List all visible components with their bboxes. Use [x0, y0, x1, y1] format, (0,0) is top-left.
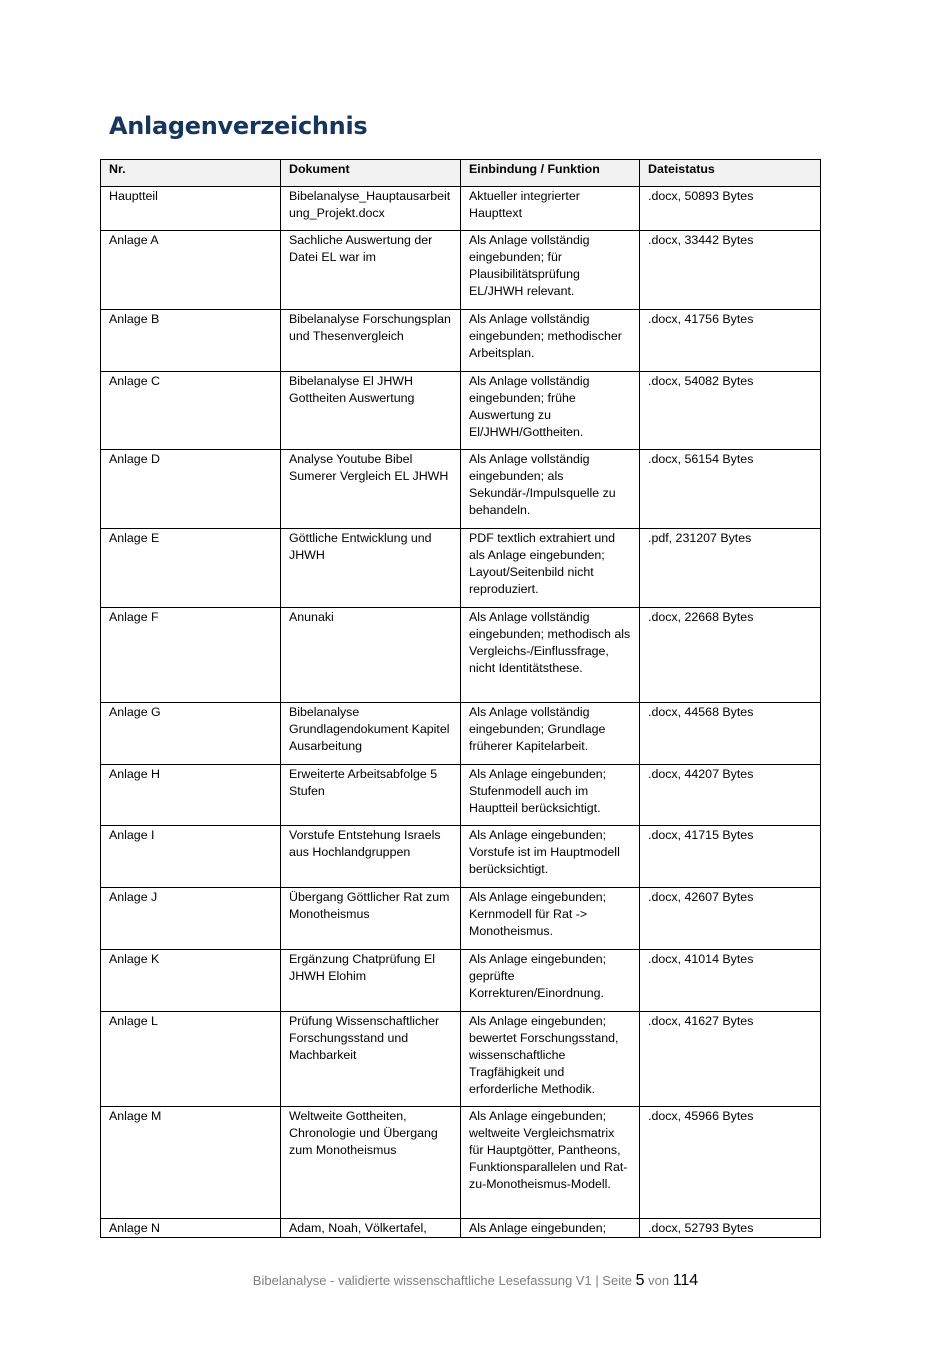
cell-einbindung: Als Anlage vollständig eingebunden; frühe Auswertung zu El/JHWH/Gottheiten. — [461, 372, 640, 450]
cell-dateistatus: .docx, 54082 Bytes — [640, 372, 821, 450]
page-footer — [0, 1272, 951, 1290]
cell-nr: Anlage C — [101, 372, 281, 450]
cell-dokument: Bibelanalyse El JHWH Gottheiten Auswertung — [281, 372, 461, 450]
column-header-einbindung: Einbindung / Funktion — [461, 160, 640, 187]
cell-dokument: Bibelanalyse Forschungsplan und Thesenvergleich — [281, 310, 461, 372]
footer-page-number: 5 — [635, 1272, 645, 1289]
cell-dokument: Bibelanalyse_Hauptausarbeitung_Projekt.docx — [281, 187, 461, 231]
cell-nr: Anlage L — [101, 1012, 281, 1107]
cell-dateistatus: .docx, 56154 Bytes — [640, 450, 821, 529]
table-row — [101, 450, 821, 529]
cell-dokument: Analyse Youtube Bibel Sumerer Vergleich EL JHWH — [281, 450, 461, 529]
table-row — [101, 888, 821, 950]
cell-dokument: Erweiterte Arbeitsabfolge 5 Stufen — [281, 765, 461, 826]
table-row — [101, 765, 821, 826]
cell-dokument: Sachliche Auswertung der Datei EL war im — [281, 231, 461, 310]
cell-dateistatus: .docx, 42607 Bytes — [640, 888, 821, 950]
cell-dokument: Adam, Noah, Völkertafel, — [281, 1219, 461, 1238]
footer-total-pages: 114 — [672, 1272, 699, 1289]
cell-nr: Anlage K — [101, 950, 281, 1012]
cell-einbindung: Als Anlage vollständig eingebunden; als Sekundär-/Impulsquelle zu behandeln. — [461, 450, 640, 529]
cell-dateistatus: .docx, 41715 Bytes — [640, 826, 821, 888]
cell-dokument: Weltweite Gottheiten, Chronologie und Übergang zum Monotheismus — [281, 1107, 461, 1219]
table-row — [101, 950, 821, 1012]
cell-dokument: Anunaki — [281, 608, 461, 703]
cell-dateistatus: .docx, 33442 Bytes — [640, 231, 821, 310]
cell-dateistatus: .docx, 41014 Bytes — [640, 950, 821, 1012]
cell-nr: Anlage D — [101, 450, 281, 529]
cell-dokument: Bibelanalyse Grundlagendokument Kapitel Ausarbeitung — [281, 703, 461, 765]
cell-einbindung: Als Anlage eingebunden; — [461, 1219, 640, 1238]
cell-dateistatus: .docx, 52793 Bytes — [640, 1219, 821, 1238]
cell-dateistatus: .docx, 44568 Bytes — [640, 703, 821, 765]
cell-nr: Anlage I — [101, 826, 281, 888]
cell-einbindung: Als Anlage vollständig eingebunden; methodischer Arbeitsplan. — [461, 310, 640, 372]
cell-einbindung: Als Anlage vollständig eingebunden; methodisch als Vergleichs-/Einflussfrage, nicht Identitätsthese. — [461, 608, 640, 703]
cell-einbindung: Als Anlage eingebunden; weltweite Vergleichsmatrix für Hauptgötter, Pantheons, Funktionsparallelen und Rat-zu-Monotheismus-Modell. — [461, 1107, 640, 1219]
cell-dateistatus: .docx, 41756 Bytes — [640, 310, 821, 372]
table-row — [101, 529, 821, 608]
cell-nr: Anlage A — [101, 231, 281, 310]
footer-text: Bibelanalyse - validierte wissenschaftliche Lesefassung V1 | Seite — [252, 1273, 632, 1288]
cell-dateistatus: .pdf, 231207 Bytes — [640, 529, 821, 608]
cell-einbindung: Als Anlage eingebunden; Kernmodell für Rat -> Monotheismus. — [461, 888, 640, 950]
cell-nr: Anlage E — [101, 529, 281, 608]
cell-dateistatus: .docx, 50893 Bytes — [640, 187, 821, 231]
cell-dateistatus: .docx, 41627 Bytes — [640, 1012, 821, 1107]
cell-einbindung: Als Anlage eingebunden; Stufenmodell auch im Hauptteil berücksichtigt. — [461, 765, 640, 826]
cell-nr: Anlage J — [101, 888, 281, 950]
cell-dokument: Vorstufe Entstehung Israels aus Hochlandgruppen — [281, 826, 461, 888]
table-row — [101, 231, 821, 310]
table-row — [101, 608, 821, 703]
cell-dateistatus: .docx, 22668 Bytes — [640, 608, 821, 703]
table-row — [101, 1012, 821, 1107]
cell-dateistatus: .docx, 44207 Bytes — [640, 765, 821, 826]
column-header-dateistatus: Dateistatus — [640, 160, 821, 187]
table-row — [101, 1219, 821, 1238]
cell-nr: Anlage M — [101, 1107, 281, 1219]
cell-nr: Anlage H — [101, 765, 281, 826]
table-row — [101, 703, 821, 765]
table-header-row — [101, 160, 821, 187]
cell-einbindung: Als Anlage vollständig eingebunden; für Plausibilitätsprüfung EL/JHWH relevant. — [461, 231, 640, 310]
cell-nr: Anlage B — [101, 310, 281, 372]
footer-of: von — [648, 1273, 670, 1288]
table-body — [101, 187, 821, 1238]
cell-dokument: Prüfung Wissenschaftlicher Forschungsstand und Machbarkeit — [281, 1012, 461, 1107]
cell-einbindung: PDF textlich extrahiert und als Anlage eingebunden; Layout/Seitenbild nicht reproduziert. — [461, 529, 640, 608]
cell-dokument: Übergang Göttlicher Rat zum Monotheismus — [281, 888, 461, 950]
cell-einbindung: Als Anlage eingebunden; Vorstufe ist im Hauptmodell berücksichtigt. — [461, 826, 640, 888]
cell-nr: Hauptteil — [101, 187, 281, 231]
cell-nr: Anlage F — [101, 608, 281, 703]
cell-nr: Anlage N — [101, 1219, 281, 1238]
table-row — [101, 826, 821, 888]
column-header-dokument: Dokument — [281, 160, 461, 187]
cell-einbindung: Aktueller integrierter Haupttext — [461, 187, 640, 231]
cell-einbindung: Als Anlage eingebunden; bewertet Forschungsstand, wissenschaftliche Tragfähigkeit und erforderliche Methodik. — [461, 1012, 640, 1107]
table-row — [101, 372, 821, 450]
table-row — [101, 187, 821, 231]
page-title: Anlagenverzeichnis — [109, 112, 368, 140]
table-row — [101, 1107, 821, 1219]
cell-einbindung: Als Anlage vollständig eingebunden; Grundlage früherer Kapitelarbeit. — [461, 703, 640, 765]
table-row — [101, 310, 821, 372]
cell-dateistatus: .docx, 45966 Bytes — [640, 1107, 821, 1219]
attachments-table — [100, 159, 821, 1238]
cell-einbindung: Als Anlage eingebunden; geprüfte Korrekturen/Einordnung. — [461, 950, 640, 1012]
cell-nr: Anlage G — [101, 703, 281, 765]
column-header-nr: Nr. — [101, 160, 281, 187]
cell-dokument: Ergänzung Chatprüfung El JHWH Elohim — [281, 950, 461, 1012]
cell-dokument: Göttliche Entwicklung und JHWH — [281, 529, 461, 608]
